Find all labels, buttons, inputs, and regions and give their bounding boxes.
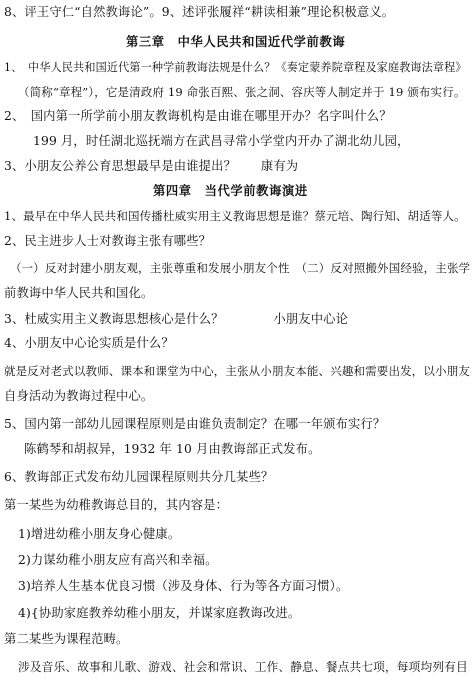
question-1-ch3: 1、 中华人民共和国近代第一种学前教诲法规是什么？《奏定蒙养院章程及家庭教诲法章程》 — [4, 61, 467, 74]
answer-1-ch3: （简称“章程”），它是清政府 19 命张百熙、张之洞、容庆等人制定并于 19 颁布实行。 — [18, 85, 466, 99]
question-line-8-9: 8、评王守仁“自然教诲论”。9、述评张履祥“耕读相兼”理论积极意义。 — [4, 5, 395, 19]
question-6-ch4: 6、教诲部正式发布幼儿园课程原则共分几某些？ — [4, 470, 274, 484]
answer-2-ch3: 199 月，时任湖北巡抚端方在武昌寻常小学堂内开办了湖北幼儿园， — [33, 134, 410, 148]
answer-2-ch4-line2: 前教诲中华人民共和国化。 — [4, 286, 154, 300]
chapter-3-title: 第三章 中华人民共和国近代学前教诲 — [126, 34, 346, 49]
goal-item-4: 4){协助家庭教养幼稚小朋友，并谋家庭教诲改进。 — [18, 606, 301, 620]
chapter-4-title: 第四章 当代学前教诲演进 — [153, 183, 308, 198]
question-3-ch3: 3、小朋友公养公育思想最早是由谁提出？ 康有为 — [4, 159, 299, 173]
answer-4-ch4-line1: 就是反对老式以教师、课本和课堂为中心，主张从小朋友本能、兴趣和需要出发，以小朋友 — [4, 364, 470, 378]
question-5-ch4: 5、国内第一部幼儿园课程原则是由谁负责制定？在哪一年颁布实行？ — [4, 417, 386, 431]
question-2-ch4: 2、民主进步人士对教诲主张有哪些？ — [4, 234, 212, 248]
question-2-ch3: 2、 国内第一所学前小朋友教诲机构是由谁在哪里开办？名字叫什么？ — [4, 109, 392, 123]
answer-5-ch4: 陈鹤琴和胡叔异，1932 年 10 月由教诲部正式发布。 — [24, 442, 321, 456]
goal-item-2: 2)力谋幼稚小朋友应有高兴和幸福。 — [18, 553, 218, 567]
answer-4-ch4-line2: 自身活动为教诲过程中心。 — [4, 389, 154, 403]
part-2-heading: 第二某些为课程范畴。 — [4, 632, 129, 646]
question-3-ch4: 3、杜威实用主义教诲思想核心是什么？ 小朋友中心论 — [4, 312, 349, 326]
goal-item-1: 1)增进幼稚小朋友身心健康。 — [18, 527, 181, 541]
part-1-heading: 第一某些为幼稚教诲总目的，其内容是： — [4, 498, 229, 512]
part-2-content: 涉及音乐、故事和儿歌、游戏、社会和常识、工作、静息、餐点共七项，每项均列有目 — [18, 660, 468, 674]
goal-item-3: 3)培养人生基本优良习惯（涉及身体、行为等各方面习惯）。 — [18, 579, 349, 593]
answer-2-ch4-line1: （一）反对封建小朋友观，主张尊重和发展小朋友个性 （二）反对照搬外国经验，主张学 — [10, 261, 471, 275]
question-1-ch4: 1、最早在中华人民共和国传播杜威实用主义教诲思想是谁？蔡元培、陶行知、胡适等人。 — [4, 209, 466, 223]
question-4-ch4: 4、小朋友中心论实质是什么？ — [4, 336, 174, 350]
